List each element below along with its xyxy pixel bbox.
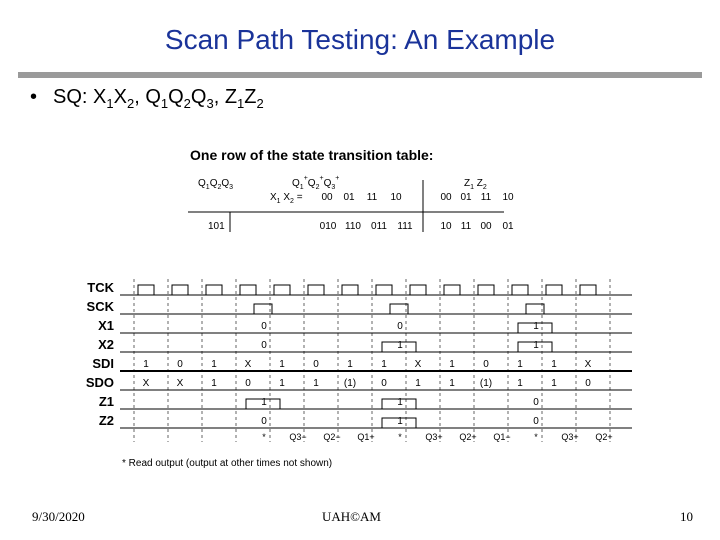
tck-pulse (308, 285, 324, 295)
bullet-signal-list (93, 86, 264, 111)
sdo-value: 1 (211, 378, 217, 389)
tck-pulse (240, 285, 256, 295)
bullet-subscript: 1 (106, 96, 114, 111)
input-code: 00 (321, 192, 333, 203)
signal-label-z1: Z1 (98, 394, 114, 409)
tck-pulse (546, 285, 562, 295)
title-divider (18, 72, 702, 78)
output-value: 00 (480, 221, 492, 232)
output-header: $Z_1$ $Z_2$ (464, 178, 487, 191)
next-state-value: 110 (345, 221, 361, 232)
bullet-run: Q (145, 86, 161, 108)
sdo-value: (1) (479, 378, 493, 389)
z1-value: 0 (533, 397, 539, 408)
bullet-run: Q (168, 86, 184, 108)
tck-pulse (172, 285, 188, 295)
output-code: 10 (502, 192, 514, 203)
read-mark: Q1− (493, 432, 511, 442)
z2-value: 0 (261, 416, 267, 427)
bullet-subscript: 1 (160, 96, 169, 111)
signal-label-x1: X1 (98, 318, 114, 333)
read-mark: * (398, 432, 402, 442)
sdi-value: X (414, 359, 422, 370)
sdo-value: 1 (313, 378, 319, 389)
bullet-subscript: 2 (183, 96, 191, 111)
z2-value: 1 (397, 416, 403, 427)
output-value: 11 (460, 221, 472, 232)
sdi-value: 0 (313, 359, 319, 370)
sdi-value: 1 (449, 359, 455, 370)
output-code: 00 (440, 192, 452, 203)
read-mark: Q2− (323, 432, 341, 442)
read-mark: * (262, 432, 266, 442)
x2-value: 1 (397, 340, 403, 351)
next-state-header: $Q_1^+Q_2^+Q_3^+$ (292, 175, 340, 191)
bullet-subscript: 2 (126, 96, 135, 111)
read-mark: Q3+ (561, 432, 579, 442)
sdi-value: 1 (347, 359, 353, 370)
signal-label-tck: TCK (87, 280, 114, 295)
x2-value: 0 (261, 340, 267, 351)
read-mark: Q3+ (425, 432, 443, 442)
sdo-value: (1) (343, 378, 357, 389)
signal-label-sdi: SDI (92, 356, 114, 371)
input-code: 01 (343, 192, 355, 203)
read-mark: Q3− (289, 432, 307, 442)
signal-label-sck: SCK (86, 299, 114, 314)
sdi-value: 1 (143, 359, 149, 370)
tck-pulse (376, 285, 392, 295)
sdo-value: 0 (381, 378, 387, 389)
sdi-value: 0 (483, 359, 489, 370)
read-mark: Q2+ (459, 432, 477, 442)
tck-pulse (478, 285, 494, 295)
sck-pulse (526, 304, 544, 314)
sdo-value: X (176, 378, 184, 389)
sdo-value: 1 (449, 378, 455, 389)
next-state-value: 111 (397, 221, 413, 232)
z1-value: 1 (397, 397, 403, 408)
input-code: 10 (390, 192, 402, 203)
sdi-value: X (584, 359, 592, 370)
sdi-value: 1 (381, 359, 387, 370)
signal-label-x2: X2 (98, 337, 114, 352)
x1-value: 0 (397, 321, 403, 332)
sdi-value: 1 (517, 359, 523, 370)
x1-value: 1 (533, 321, 539, 332)
read-output-note: * Read output (output at other times not shown) (122, 458, 333, 469)
scan-path-figure (80, 140, 640, 475)
tck-pulse (342, 285, 358, 295)
sdi-value: X (244, 359, 252, 370)
z2-value: 0 (533, 416, 539, 427)
output-code: 11 (480, 192, 492, 203)
tck-pulse (410, 285, 426, 295)
sdi-value: 1 (279, 359, 285, 370)
output-code: 01 (460, 192, 472, 203)
output-value: 01 (502, 221, 514, 232)
page-number: 10 (680, 509, 693, 524)
slide-title: Scan Path Testing: An Example (164, 24, 556, 55)
tck-pulse (512, 285, 528, 295)
bullet-subscript: 3 (206, 96, 214, 111)
read-mark: * (534, 432, 538, 442)
sdo-value: 0 (585, 378, 591, 389)
bullet-subscript: 1 (237, 96, 245, 111)
present-state-value: 101 (208, 221, 225, 232)
bullet-lead: SQ: (53, 86, 94, 108)
bullet-dot: • (30, 86, 38, 108)
read-mark: Q2+ (595, 432, 613, 442)
sdi-value: 1 (551, 359, 557, 370)
sck-pulse (390, 304, 408, 314)
sdo-value: 1 (279, 378, 285, 389)
input-header: $X_1$ $X_2$ = (270, 192, 303, 205)
sdi-value: 1 (211, 359, 217, 370)
bullet-subscript: 2 (256, 96, 264, 111)
z1-value: 1 (261, 397, 267, 408)
sdo-value: 0 (245, 378, 251, 389)
bullet-run: X (93, 86, 107, 108)
bullet-run: , (213, 86, 225, 108)
x2-value: 1 (533, 340, 539, 351)
sdo-value: 1 (551, 378, 557, 389)
input-code: 11 (366, 192, 378, 203)
bullet-run: Q (190, 86, 207, 108)
tck-pulse (444, 285, 460, 295)
tck-pulse (580, 285, 596, 295)
x1-value: 0 (261, 321, 267, 332)
sdi-value: 0 (177, 359, 183, 370)
footer-date: 9/30/2020 (32, 509, 85, 524)
sck-pulse (254, 304, 272, 314)
table-caption: One row of the state transition table: (190, 147, 434, 163)
signal-label-z2: Z2 (98, 413, 114, 428)
tck-pulse (206, 285, 222, 295)
sdo-value: 1 (517, 378, 523, 389)
next-state-value: 010 (319, 221, 337, 232)
sdo-value: 1 (415, 378, 421, 389)
read-mark: Q1+ (357, 432, 375, 442)
present-state-header: $Q_1Q_2Q_3$ (198, 178, 234, 191)
tck-pulse (138, 285, 154, 295)
bullet-run: , (134, 86, 146, 108)
bullet-run: X (113, 86, 127, 108)
next-state-value: 011 (371, 221, 387, 232)
sdo-value: X (142, 378, 150, 389)
tck-pulse (274, 285, 290, 295)
bullet-run: Z (244, 86, 257, 108)
signal-label-sdo: SDO (85, 375, 114, 390)
footer-center: UAH©AM (322, 509, 381, 524)
bullet-sq (30, 86, 264, 111)
bullet-run: Z (224, 86, 238, 108)
output-value: 10 (440, 221, 452, 232)
